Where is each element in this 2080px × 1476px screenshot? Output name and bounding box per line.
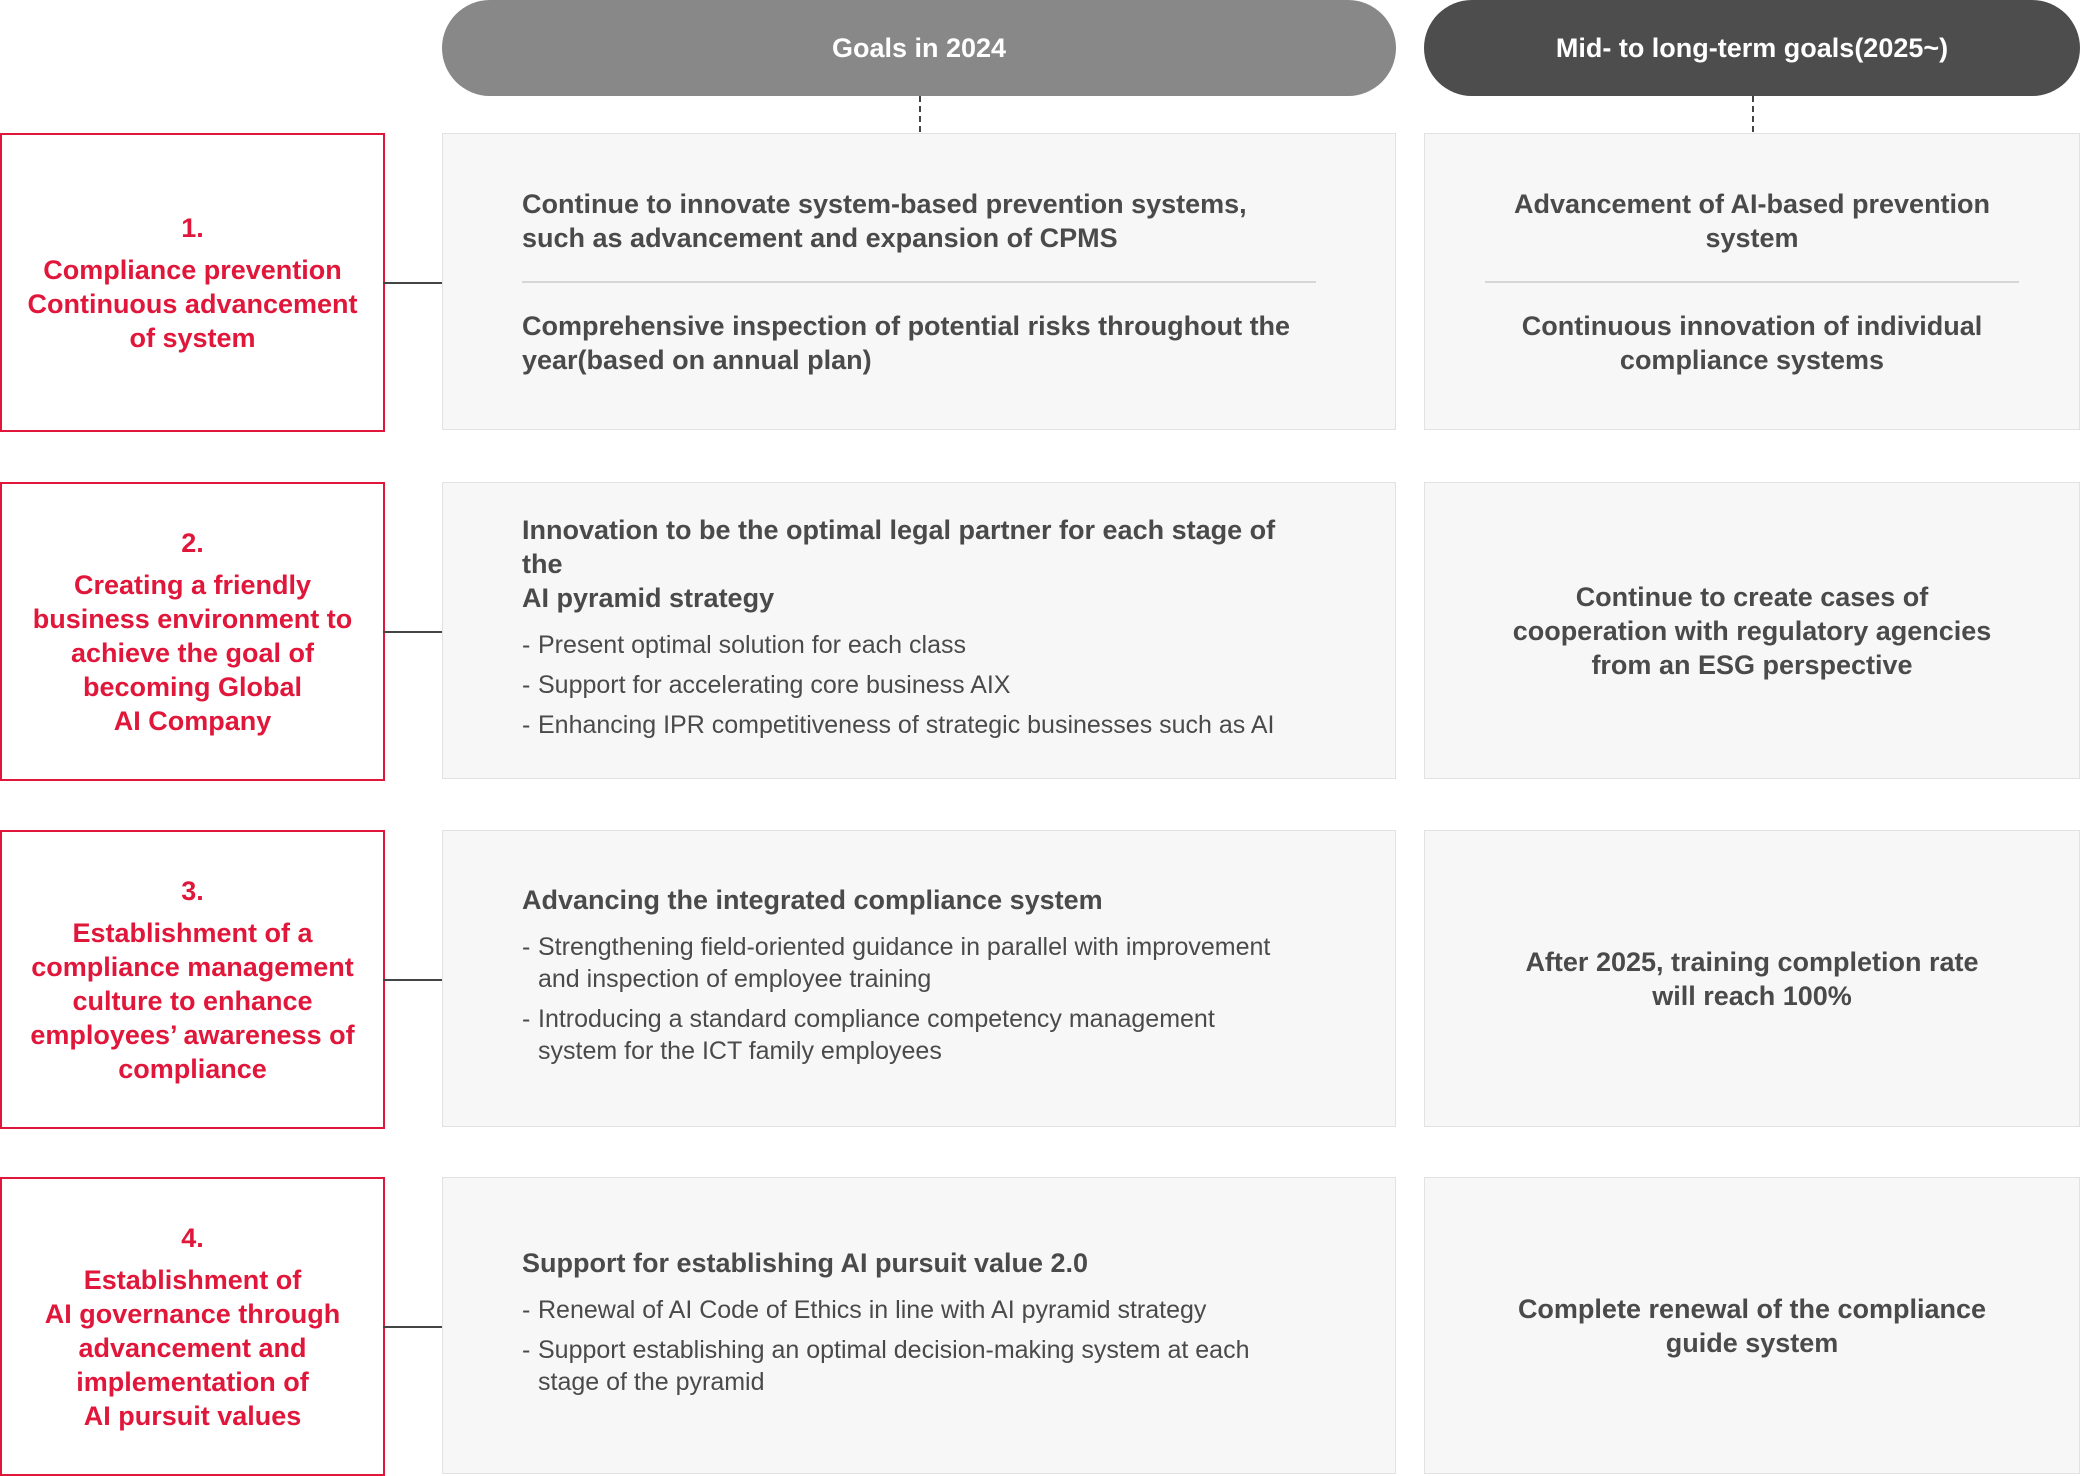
goal-2024-bullet-text: Strengthening field-oriented guidance in parallel with improvement and inspection of employee training (538, 932, 1271, 993)
category-label-box (0, 1177, 385, 1476)
mid-term-cell (1424, 133, 2080, 430)
row-connector-line (383, 631, 442, 633)
goal-2024-bullet (522, 1294, 1316, 1326)
mid-term-item: Advancement of AI-based prevention system (1513, 188, 1991, 253)
mid-term-item: After 2025, training completion rate will reach 100% (1525, 946, 1979, 1011)
goal-2024-bullet (522, 1003, 1316, 1067)
goals-2024-content (522, 483, 1316, 778)
goal-2024-bullet (522, 709, 1316, 741)
mid-term-item: Continuous innovation of individual compliance systems (1521, 310, 1983, 375)
goal-2024-bullet-list (522, 1294, 1316, 1406)
category-title: Establishment of a compliance management culture to enhance employees’ awareness of compliance (30, 917, 355, 1084)
goal-row (0, 133, 2080, 432)
mid-term-content (1485, 831, 2019, 1126)
goal-2024-item: Comprehensive inspection of potential risks throughout the year(based on annual plan) (522, 310, 1291, 375)
goal-2024-bullet-text: Present optimal solution for each class (538, 630, 966, 659)
goal-2024-heading: Innovation to be the optimal legal partner for each stage of the AI pyramid strategy (522, 514, 1276, 613)
header-mid-long-term (1424, 0, 2080, 96)
goal-2024-bullet-text: Support for accelerating core business AIX (538, 670, 1011, 699)
header-mid-long-term-label: Mid- to long-term goals(2025~) (1555, 32, 1949, 63)
goal-2024-heading: Advancing the integrated compliance system (522, 884, 1103, 915)
mid-term-content (1485, 483, 2019, 778)
goal-2024-bullet-text: Renewal of AI Code of Ethics in line with AI pyramid strategy (538, 1295, 1207, 1324)
goal-2024-bullet-text: Enhancing IPR competitiveness of strategic businesses such as AI (538, 710, 1275, 739)
category-number: 4. (181, 1222, 204, 1253)
goal-2024-bullet-text: Support establishing an optimal decision-making system at each stage of the pyramid (538, 1335, 1250, 1396)
category-title: Creating a friendly business environment to achieve the goal of becoming Global AI Company (32, 569, 353, 736)
goal-2024-bullet (522, 669, 1316, 701)
goals-2024-cell (442, 830, 1396, 1127)
goal-2024-item: Continue to innovate system-based prevention systems, such as advancement and expansion of CPMS (522, 188, 1247, 253)
bullet-dash: - (522, 1335, 531, 1364)
category-number: 3. (181, 875, 204, 906)
goal-row (0, 482, 2080, 781)
category-label-box (0, 133, 385, 432)
mid-term-cell (1424, 482, 2080, 779)
goal-divider (1485, 281, 2019, 283)
bullet-dash: - (522, 710, 531, 739)
goal-2024-bullet-list (522, 629, 1316, 749)
bullet-dash: - (522, 670, 531, 699)
goal-divider (522, 281, 1316, 283)
category-label-box (0, 482, 385, 781)
category-label-box (0, 830, 385, 1129)
category-number: 1. (181, 212, 204, 243)
header-mid-dashed-connector (1752, 96, 1754, 132)
goals-2024-cell (442, 1177, 1396, 1474)
mid-term-cell (1424, 830, 2080, 1127)
mid-term-cell (1424, 1177, 2080, 1474)
goals-2024-content (522, 134, 1316, 429)
mid-term-content (1485, 1178, 2019, 1473)
mid-term-item: Complete renewal of the compliance guide system (1517, 1293, 1987, 1358)
header-goals-2024 (442, 0, 1396, 96)
header-2024-dashed-connector (919, 96, 921, 132)
goal-2024-bullet-list (522, 931, 1316, 1075)
goals-2024-content (522, 831, 1316, 1126)
goals-2024-content (522, 1178, 1316, 1473)
category-title: Establishment of AI governance through advancement and implementation of AI pursuit values (44, 1264, 341, 1431)
mid-term-item: Continue to create cases of cooperation with regulatory agencies from an ESG perspective (1512, 581, 1992, 680)
goal-row (0, 830, 2080, 1129)
goals-2024-cell (442, 482, 1396, 779)
mid-term-content (1485, 134, 2019, 429)
category-number: 2. (181, 527, 204, 558)
goals-2024-cell (442, 133, 1396, 430)
bullet-dash: - (522, 1295, 531, 1324)
row-connector-line (383, 979, 442, 981)
goal-2024-heading: Support for establishing AI pursuit value 2.0 (522, 1247, 1089, 1278)
bullet-dash: - (522, 932, 531, 961)
goal-2024-bullet-text: Introducing a standard compliance competency management system for the ICT family employees (538, 1004, 1215, 1065)
row-connector-line (383, 282, 442, 284)
goal-2024-bullet (522, 629, 1316, 661)
goal-2024-bullet (522, 931, 1316, 995)
goal-2024-bullet (522, 1334, 1316, 1398)
row-connector-line (383, 1326, 442, 1328)
bullet-dash: - (522, 630, 531, 659)
goal-row (0, 1177, 2080, 1476)
bullet-dash: - (522, 1004, 531, 1033)
header-goals-2024-label: Goals in 2024 (831, 32, 1007, 63)
category-title: Compliance prevention Continuous advancement of system (27, 254, 358, 353)
